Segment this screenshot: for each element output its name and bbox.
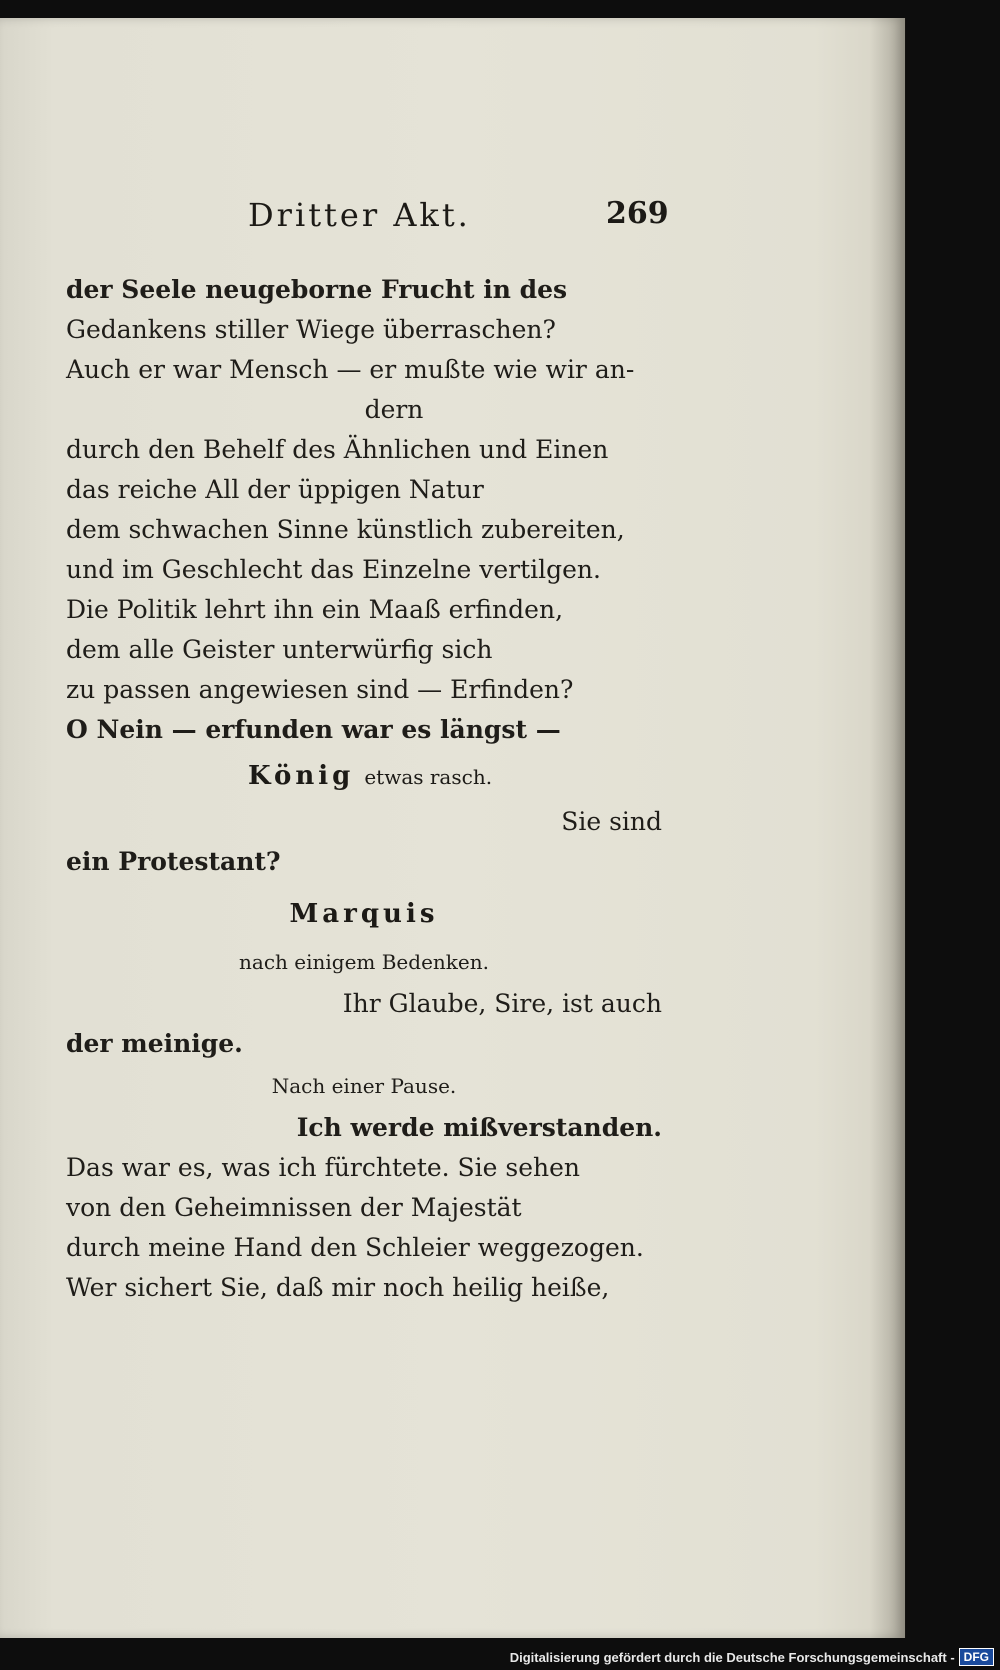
dfg-logo: DFG <box>959 1648 994 1666</box>
verse-text <box>66 270 662 1308</box>
verse-line: der meinige. <box>66 1029 243 1058</box>
verse-line: das reiche All der üppigen Natur <box>66 475 484 504</box>
credit-text: Digitalisierung gefördert durch die Deutsche Forschungsgemeinschaft - <box>509 1649 955 1665</box>
verse-line-turnover: dern <box>364 395 424 424</box>
verse-line: Die Politik lehrt ihn ein Maaß erfinden, <box>66 595 564 624</box>
verse-line: zu passen angewiesen sind — Erfinden? <box>66 675 574 704</box>
verse-line: Wer sichert Sie, daß mir noch heilig heiße, <box>66 1273 610 1302</box>
stage-direction: etwas rasch. <box>364 765 493 789</box>
stage-direction: Nach einer Pause. <box>271 1074 457 1098</box>
verse-line: O Nein — erfunden war es längst — <box>66 715 561 744</box>
speaker-koenig <box>66 750 662 802</box>
verse-line: Sie sind <box>561 807 662 836</box>
verse-line: der Seele neugeborne Frucht in des <box>66 275 568 304</box>
running-title: Dritter Akt. <box>248 196 471 234</box>
verse-line: Das war es, was ich fürchtete. Sie sehen <box>66 1153 581 1182</box>
stage-direction: nach einigem Bedenken. <box>239 950 489 974</box>
page-edge-shadow <box>870 18 906 1638</box>
verse-line: Ich werde mißverstanden. <box>296 1113 662 1142</box>
verse-line: von den Geheimnissen der Majestät <box>66 1193 522 1222</box>
verse-line: dem schwachen Sinne künstlich zubereiten, <box>66 515 625 544</box>
verse-line: und im Geschlecht das Einzelne vertilgen. <box>66 555 601 584</box>
speaker-name: König <box>248 761 355 791</box>
verse-line: Auch er war Mensch — er mußte wie wir an- <box>66 355 635 384</box>
page-number: 269 <box>606 196 669 231</box>
verse-line: durch meine Hand den Schleier weggezogen. <box>66 1233 644 1262</box>
digitization-credit <box>510 1648 994 1666</box>
verse-line: dem alle Geister unterwürfig sich <box>66 635 493 664</box>
speaker-marquis: Marquis <box>289 899 439 929</box>
verse-line: Ihr Glaube, Sire, ist auch <box>342 989 662 1018</box>
page-header <box>0 196 680 236</box>
verse-line: ein Protestant? <box>66 847 281 876</box>
verse-line: Gedankens stiller Wiege überraschen? <box>66 315 556 344</box>
verse-line: durch den Behelf des Ähnlichen und Einen <box>66 435 609 464</box>
